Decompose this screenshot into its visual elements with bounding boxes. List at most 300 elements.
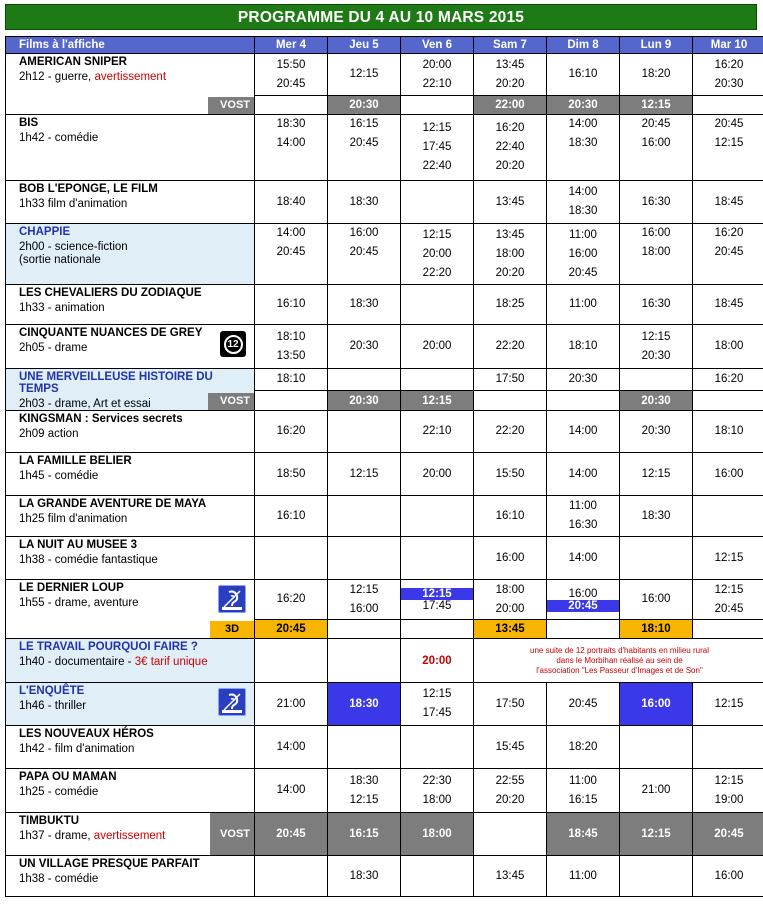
note-line: une suite de 12 portraits d'habitants en milieu rural bbox=[530, 645, 709, 655]
showtime: 20:00 bbox=[401, 639, 474, 683]
showtime: 16:00 bbox=[641, 227, 671, 239]
showtime: 18:50 bbox=[276, 467, 306, 480]
showtime: 20:45 bbox=[276, 246, 306, 258]
showtime: 18:30 bbox=[349, 869, 379, 882]
showtime: 13:50 bbox=[276, 349, 306, 362]
showtime: 12:15 bbox=[422, 688, 452, 700]
film-info: 1h46 - thriller bbox=[19, 700, 87, 712]
showtime: 14:00 bbox=[276, 784, 306, 796]
film-duration-genre: 2h12 - guerre, bbox=[19, 71, 95, 83]
showtime: 22:10 bbox=[422, 425, 452, 437]
film-cell bbox=[6, 224, 255, 285]
film-info: 2h03 - drame, Art et essai bbox=[19, 398, 151, 410]
ear-icon-svg bbox=[219, 689, 245, 715]
showtime: 13:45 bbox=[495, 869, 525, 882]
showtime-cell bbox=[474, 726, 547, 769]
showtime: 20:00 bbox=[422, 340, 452, 352]
showtime: 18:30 bbox=[641, 509, 671, 522]
showtime-cell bbox=[547, 411, 620, 453]
showtime: 21:00 bbox=[276, 697, 306, 710]
showtime-cell bbox=[474, 54, 547, 96]
showtime-cell bbox=[255, 683, 328, 726]
showtime: 14:00 bbox=[568, 118, 598, 130]
showtime: 16:15 bbox=[349, 118, 379, 130]
showtime: 12:15 bbox=[714, 137, 744, 149]
film-title: AMERICAN SNIPER bbox=[19, 56, 127, 68]
showtime-cell bbox=[328, 181, 401, 224]
film-title: TIMBUKTU bbox=[19, 815, 80, 827]
vost-showtime: 20:30 bbox=[620, 391, 693, 411]
showtime-cell bbox=[474, 411, 547, 453]
showtime: 20:45 bbox=[568, 697, 598, 710]
showtime-cell bbox=[255, 115, 328, 181]
showtime: 17:45 bbox=[422, 141, 452, 153]
film-row bbox=[6, 769, 763, 813]
film-title: CINQUANTE NUANCES DE GREY bbox=[19, 327, 203, 339]
film-info: 1h25 film d'animation bbox=[19, 513, 128, 525]
showtime-cell bbox=[255, 453, 328, 496]
vost-cell bbox=[255, 391, 328, 411]
film-cell bbox=[6, 453, 255, 496]
film-row bbox=[6, 537, 763, 580]
vost-showtime: 12:15 bbox=[620, 96, 693, 115]
showtime-cell bbox=[328, 115, 401, 181]
film-info: 1h45 - comédie bbox=[19, 470, 99, 482]
showtime: 22:20 bbox=[422, 266, 452, 279]
showtime: 16:15 bbox=[568, 793, 598, 806]
showtime: 22:20 bbox=[495, 425, 525, 437]
film-title: BOB L'EPONGE, LE FILM bbox=[19, 183, 158, 195]
vost-cell bbox=[693, 391, 763, 411]
3d-showtime: 20:45 bbox=[255, 620, 328, 639]
showtime: 20:20 bbox=[495, 793, 525, 806]
showtime-cell bbox=[255, 369, 328, 391]
showtime-cell bbox=[401, 115, 474, 181]
film-cell bbox=[6, 726, 255, 769]
showtime: 20:00 bbox=[422, 467, 452, 480]
film-row bbox=[6, 285, 763, 325]
showtime-cell bbox=[620, 537, 693, 580]
showtime: 11:00 bbox=[569, 869, 597, 882]
film-title: LES CHEVALIERS DU ZODIAQUE bbox=[19, 287, 202, 299]
showtime-cell bbox=[693, 411, 763, 453]
showtime: 20:20 bbox=[495, 160, 525, 172]
showtime: 16:20 bbox=[714, 227, 744, 239]
3d-cell bbox=[401, 620, 474, 639]
showtime-cell bbox=[401, 54, 474, 96]
showtime-cell bbox=[474, 813, 547, 856]
note-line: dans le Morbihan réalisé au sein de bbox=[556, 655, 683, 665]
header-day: Sam 7 bbox=[474, 37, 547, 54]
3d-badge: 3D bbox=[210, 621, 254, 638]
showtime-cell bbox=[401, 496, 474, 537]
showtime: 22:30 bbox=[422, 774, 452, 787]
showtime-cell bbox=[255, 769, 328, 813]
film-row bbox=[6, 813, 763, 856]
page-title: PROGRAMME DU 4 AU 10 MARS 2015 bbox=[5, 4, 757, 30]
header-day: Mar 10 bbox=[693, 37, 763, 54]
showtime-cell bbox=[474, 496, 547, 537]
showtime: 22:40 bbox=[495, 141, 525, 153]
showtime: 18:45 bbox=[714, 298, 744, 310]
film-row bbox=[6, 115, 763, 181]
showtime-cell bbox=[401, 856, 474, 897]
showtime: 14:00 bbox=[568, 467, 598, 480]
showtime: 18:10 bbox=[276, 330, 306, 343]
showtime: 16:00 bbox=[714, 467, 744, 480]
showtime-cell bbox=[620, 181, 693, 224]
showtime: 12:15 bbox=[349, 467, 379, 480]
showtime-cell bbox=[693, 496, 763, 537]
showtime-cell bbox=[474, 181, 547, 224]
3d-cell bbox=[328, 620, 401, 639]
film-title: KINGSMAN : Services secrets bbox=[19, 413, 183, 425]
film-info: 1h33 film d'animation bbox=[19, 198, 128, 210]
showtime: 22:40 bbox=[422, 160, 452, 172]
showtime: 18:00 bbox=[495, 583, 525, 596]
showtime-highlighted: 20:45 bbox=[547, 600, 619, 612]
showtime: 20:30 bbox=[349, 340, 379, 352]
showtime-cell bbox=[401, 325, 474, 369]
film-row bbox=[6, 411, 763, 453]
showtime: 20:45 bbox=[568, 266, 598, 279]
film-title: UN VILLAGE PRESQUE PARFAIT bbox=[19, 858, 200, 870]
vost-showtime: 20:30 bbox=[328, 391, 401, 411]
showtime-highlighted: 18:30 bbox=[328, 683, 401, 726]
showtime-cell bbox=[547, 115, 620, 181]
showtime: 17:50 bbox=[495, 697, 525, 710]
film-cell bbox=[6, 813, 255, 856]
showtime-cell bbox=[693, 856, 763, 897]
showtime-cell bbox=[328, 224, 401, 285]
showtime-cell bbox=[547, 453, 620, 496]
film-info: 2h00 - science-fiction bbox=[19, 241, 128, 253]
showtime-cell bbox=[474, 769, 547, 813]
vost-showtime: 20:30 bbox=[547, 96, 620, 115]
showtime-cell bbox=[328, 856, 401, 897]
showtime-cell bbox=[255, 639, 328, 683]
showtime-cell bbox=[401, 769, 474, 813]
film-title: LE TRAVAIL POURQUOI FAIRE ? bbox=[19, 641, 198, 653]
vost-showtime: 12:15 bbox=[401, 391, 474, 411]
film-description-note bbox=[474, 639, 763, 683]
film-info: 1h42 - comédie bbox=[19, 132, 99, 144]
showtime-cell bbox=[620, 325, 693, 369]
showtime: 12:15 bbox=[641, 330, 671, 343]
film-info bbox=[6, 68, 254, 83]
showtime-cell bbox=[255, 726, 328, 769]
showtime: 18:20 bbox=[568, 740, 598, 753]
showtime-cell bbox=[620, 411, 693, 453]
film-row bbox=[6, 325, 763, 369]
film-row bbox=[6, 496, 763, 537]
header-films: Films à l'affiche bbox=[6, 37, 255, 54]
showtime-cell bbox=[693, 769, 763, 813]
showtime-cell bbox=[328, 285, 401, 325]
showtime-cell bbox=[474, 285, 547, 325]
showtime-cell bbox=[547, 856, 620, 897]
showtime-cell bbox=[255, 580, 328, 620]
header-day: Ven 6 bbox=[401, 37, 474, 54]
vost-showtime: 18:00 bbox=[401, 813, 474, 856]
showtime-cell bbox=[693, 181, 763, 224]
showtime: 16:10 bbox=[495, 509, 525, 522]
film-row bbox=[6, 369, 763, 391]
showtime: 16:00 bbox=[641, 137, 671, 149]
showtime-cell bbox=[401, 285, 474, 325]
ear-icon-svg bbox=[219, 586, 245, 612]
showtime: 12:15 bbox=[422, 228, 452, 241]
showtime-cell bbox=[547, 285, 620, 325]
showtime-cell bbox=[620, 224, 693, 285]
showtime-cell bbox=[401, 181, 474, 224]
showtime: 16:10 bbox=[568, 68, 598, 80]
showtime-cell bbox=[693, 453, 763, 496]
showtime-cell bbox=[693, 285, 763, 325]
film-cell bbox=[6, 285, 255, 325]
showtime-cell bbox=[620, 496, 693, 537]
showtime: 18:30 bbox=[349, 774, 379, 787]
warning-text: avertissement bbox=[94, 71, 167, 83]
showtime-cell bbox=[693, 537, 763, 580]
showtime: 20:30 bbox=[641, 349, 671, 362]
showtime-cell bbox=[474, 325, 547, 369]
showtime: 13:45 bbox=[495, 58, 525, 71]
showtime: 16:00 bbox=[349, 227, 379, 239]
showtime-cell bbox=[693, 683, 763, 726]
showtime: 20:30 bbox=[714, 77, 744, 90]
showtime: 11:00 bbox=[569, 500, 597, 512]
film-cell bbox=[6, 580, 255, 639]
showtime: 21:00 bbox=[641, 784, 671, 796]
showtime: 18:25 bbox=[495, 298, 525, 310]
showtime: 16:00 bbox=[714, 869, 744, 882]
film-release-note: (sortie nationale bbox=[19, 254, 101, 266]
showtime-cell bbox=[255, 224, 328, 285]
showtime: 13:45 bbox=[495, 228, 525, 241]
hearing-impaired-icon bbox=[218, 688, 246, 716]
showtime-cell bbox=[620, 54, 693, 96]
film-info: 1h42 - film d'animation bbox=[19, 743, 135, 755]
vost-showtime: 20:45 bbox=[255, 813, 328, 856]
film-row bbox=[6, 181, 763, 224]
film-title: UNE MERVEILLEUSE HISTOIRE DU TEMPS bbox=[19, 371, 213, 395]
film-title: LES NOUVEAUX HÉROS bbox=[19, 728, 154, 740]
showtime: 17:50 bbox=[495, 373, 525, 386]
film-row bbox=[6, 54, 763, 96]
showtime-cell bbox=[328, 769, 401, 813]
film-cell bbox=[6, 496, 255, 537]
film-cell bbox=[6, 115, 255, 181]
showtime: 16:30 bbox=[641, 195, 671, 208]
showtime-cell bbox=[693, 580, 763, 620]
showtime: 16:00 bbox=[495, 551, 525, 564]
film-row bbox=[6, 726, 763, 769]
showtime-cell bbox=[620, 580, 693, 620]
film-row bbox=[6, 856, 763, 897]
showtime-cell bbox=[474, 369, 547, 391]
showtime: 18:30 bbox=[276, 118, 306, 130]
showtime: 14:00 bbox=[568, 186, 598, 198]
showtime: 16:20 bbox=[714, 58, 744, 71]
showtime: 22:10 bbox=[422, 77, 452, 90]
showtime: 16:20 bbox=[495, 122, 525, 134]
showtime: 16:00 bbox=[568, 587, 598, 600]
film-info bbox=[6, 653, 254, 668]
showtime: 16:00 bbox=[349, 602, 379, 615]
film-title: L'ENQUÊTE bbox=[19, 685, 85, 697]
header-day: Lun 9 bbox=[620, 37, 693, 54]
showtime: 20:45 bbox=[714, 118, 744, 130]
header-day: Dim 8 bbox=[547, 37, 620, 54]
showtime-cell bbox=[401, 453, 474, 496]
showtime: 16:20 bbox=[276, 425, 306, 437]
showtime: 18:30 bbox=[349, 195, 379, 208]
vost-showtime: 20:45 bbox=[693, 813, 763, 856]
showtime: 20:45 bbox=[714, 246, 744, 258]
showtime-cell bbox=[255, 54, 328, 96]
showtime-cell bbox=[255, 325, 328, 369]
showtime-highlighted: 16:00 bbox=[620, 683, 693, 726]
vost-cell bbox=[693, 96, 763, 115]
vost-showtime: 20:30 bbox=[328, 96, 401, 115]
showtime: 14:00 bbox=[276, 137, 306, 149]
showtime: 16:20 bbox=[276, 593, 306, 605]
showtime: 16:10 bbox=[276, 298, 306, 310]
showtime: 22:55 bbox=[495, 774, 525, 787]
showtime: 20:45 bbox=[641, 118, 671, 130]
showtime-cell bbox=[474, 580, 547, 620]
showtime-cell bbox=[328, 537, 401, 580]
showtime-cell bbox=[620, 856, 693, 897]
showtime-cell bbox=[328, 369, 401, 391]
showtime: 18:10 bbox=[568, 340, 598, 352]
showtime: 18:10 bbox=[714, 425, 744, 437]
showtime-cell bbox=[401, 580, 474, 620]
showtime: 14:00 bbox=[568, 551, 598, 564]
showtime-cell bbox=[401, 411, 474, 453]
showtime: 11:00 bbox=[569, 298, 597, 310]
showtime-cell bbox=[474, 453, 547, 496]
film-title: CHAPPIE bbox=[19, 226, 71, 238]
film-row bbox=[6, 453, 763, 496]
showtime-cell bbox=[255, 285, 328, 325]
price-note: 3€ tarif unique bbox=[134, 656, 208, 668]
showtime-cell bbox=[474, 224, 547, 285]
showtime: 15:45 bbox=[495, 740, 525, 753]
showtime: 20:30 bbox=[641, 425, 671, 437]
film-cell bbox=[6, 639, 255, 683]
showtime-cell bbox=[401, 224, 474, 285]
note-line: l'association "Les Passeur d'Images et de Son" bbox=[536, 665, 703, 675]
film-info: 1h38 - comédie fantastique bbox=[19, 554, 158, 566]
showtime: 20:20 bbox=[495, 77, 525, 90]
showtime-cell bbox=[547, 726, 620, 769]
showtime-cell bbox=[474, 856, 547, 897]
film-title: LE DERNIER LOUP bbox=[19, 582, 124, 594]
showtime: 12:15 bbox=[714, 551, 744, 564]
showtime: 18:20 bbox=[641, 68, 671, 80]
header-row bbox=[6, 37, 763, 54]
film-cell bbox=[6, 856, 255, 897]
film-info: 1h38 - comédie bbox=[19, 873, 99, 885]
showtime-cell bbox=[474, 683, 547, 726]
showtime: 15:50 bbox=[495, 467, 525, 480]
showtime: 17:45 bbox=[422, 707, 452, 719]
film-info: 1h33 - animation bbox=[19, 302, 105, 314]
vost-cell bbox=[401, 96, 474, 115]
vost-cell bbox=[474, 391, 547, 411]
showtime-cell bbox=[401, 537, 474, 580]
film-cell bbox=[6, 325, 255, 369]
showtime: 14:00 bbox=[276, 740, 306, 753]
film-info: 1h25 - comédie bbox=[19, 786, 99, 798]
showtime-cell bbox=[547, 369, 620, 391]
showtime-cell bbox=[401, 726, 474, 769]
showtime-cell bbox=[547, 683, 620, 726]
vost-badge: VOST bbox=[208, 393, 254, 410]
showtime: 20:20 bbox=[495, 266, 525, 279]
showtime: 12:15 bbox=[714, 583, 744, 596]
showtime-cell bbox=[693, 369, 763, 391]
showtime: 16:00 bbox=[641, 593, 671, 605]
showtime: 20:45 bbox=[276, 77, 306, 90]
showtime: 20:45 bbox=[349, 137, 379, 149]
showtime: 20:30 bbox=[568, 373, 598, 386]
film-title: BIS bbox=[19, 117, 39, 129]
showtime-cell bbox=[547, 580, 620, 620]
film-title: LA GRANDE AVENTURE DE MAYA bbox=[19, 498, 207, 510]
showtime-cell bbox=[255, 856, 328, 897]
showtime-cell bbox=[328, 453, 401, 496]
showtime: 16:30 bbox=[568, 519, 598, 531]
showtime-cell bbox=[255, 496, 328, 537]
showtime-cell bbox=[328, 54, 401, 96]
showtime: 12:15 bbox=[422, 122, 452, 134]
showtime-cell bbox=[693, 54, 763, 96]
showtime: 18:30 bbox=[349, 298, 379, 310]
film-cell bbox=[6, 369, 255, 411]
film-info: 1h55 - drame, aventure bbox=[19, 597, 139, 609]
showtime-cell bbox=[693, 325, 763, 369]
3d-showtime: 13:45 bbox=[474, 620, 547, 639]
film-row bbox=[6, 639, 763, 683]
showtime: 14:00 bbox=[568, 425, 598, 437]
showtime: 18:00 bbox=[641, 246, 671, 258]
vost-showtime: 18:45 bbox=[547, 813, 620, 856]
showtime-cell bbox=[547, 54, 620, 96]
showtime: 13:45 bbox=[495, 195, 525, 208]
showtime: 11:00 bbox=[569, 774, 597, 787]
schedule-table bbox=[5, 36, 763, 897]
showtime-cell bbox=[547, 769, 620, 813]
showtime: 18:10 bbox=[276, 373, 306, 386]
showtime: 16:00 bbox=[568, 247, 598, 260]
showtime-cell bbox=[693, 224, 763, 285]
3d-cell bbox=[547, 620, 620, 639]
showtime: 20:00 bbox=[422, 58, 452, 71]
showtime-cell bbox=[401, 683, 474, 726]
showtime: 14:00 bbox=[276, 227, 306, 239]
showtime: 15:50 bbox=[276, 58, 306, 71]
showtime-highlighted: 12:15 bbox=[401, 588, 473, 600]
film-title: PAPA OU MAMAN bbox=[19, 771, 117, 783]
showtime-cell bbox=[547, 224, 620, 285]
film-row bbox=[6, 683, 763, 726]
showtime-cell bbox=[474, 115, 547, 181]
age-rating-12-icon bbox=[220, 331, 246, 357]
showtime: 16:10 bbox=[276, 509, 306, 522]
